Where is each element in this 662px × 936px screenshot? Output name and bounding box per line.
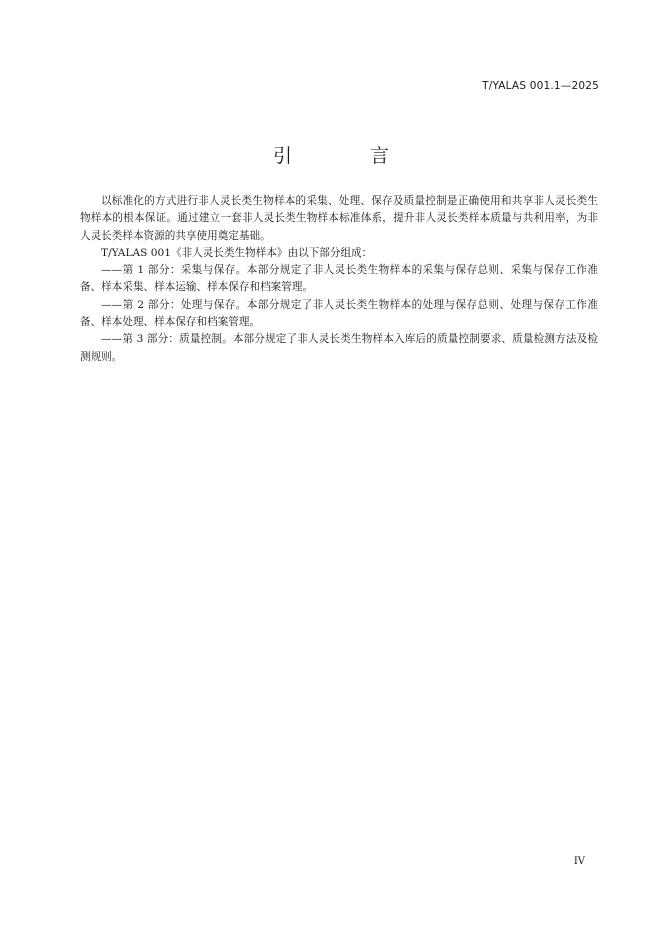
part-1-item: ——第 1 部分：采集与保存。本部分规定了非人灵长类生物样本的采集与保存总则、采集与保存工作准备、样本采集、样本运输、样本保存和档案管理。: [80, 264, 598, 294]
document-code: T/YALAS 001.1—2025: [482, 80, 599, 92]
page-title: 引 言: [272, 145, 426, 167]
page-number: IV: [573, 856, 585, 867]
introduction-body: [80, 193, 598, 366]
part-3-item: ——第 3 部分：质量控制。本部分规定了非人灵长类生物样本入库后的质量控制要求、质量检测方法及检测规则。: [80, 333, 598, 363]
composition-paragraph: T/YALAS 001《非人灵长类生物样本》由以下部分组成：: [101, 246, 373, 259]
part-2-item: ——第 2 部分：处理与保存。本部分规定了非人灵长类生物样本的处理与保存总则、处理与保存工作准备、样本处理、样本保存和档案管理。: [80, 298, 598, 329]
intro-paragraph: 以标准化的方式进行非人灵长类生物样本的采集、处理、保存及质量控制是正确使用和共享非人灵长类生物样本的根本保证。通过建立一套非人灵长类生物样本标准体系，提升非人灵长类样本质量与共利用率，为非人灵长类样本资源的共享使用奠定基础。: [80, 195, 598, 242]
